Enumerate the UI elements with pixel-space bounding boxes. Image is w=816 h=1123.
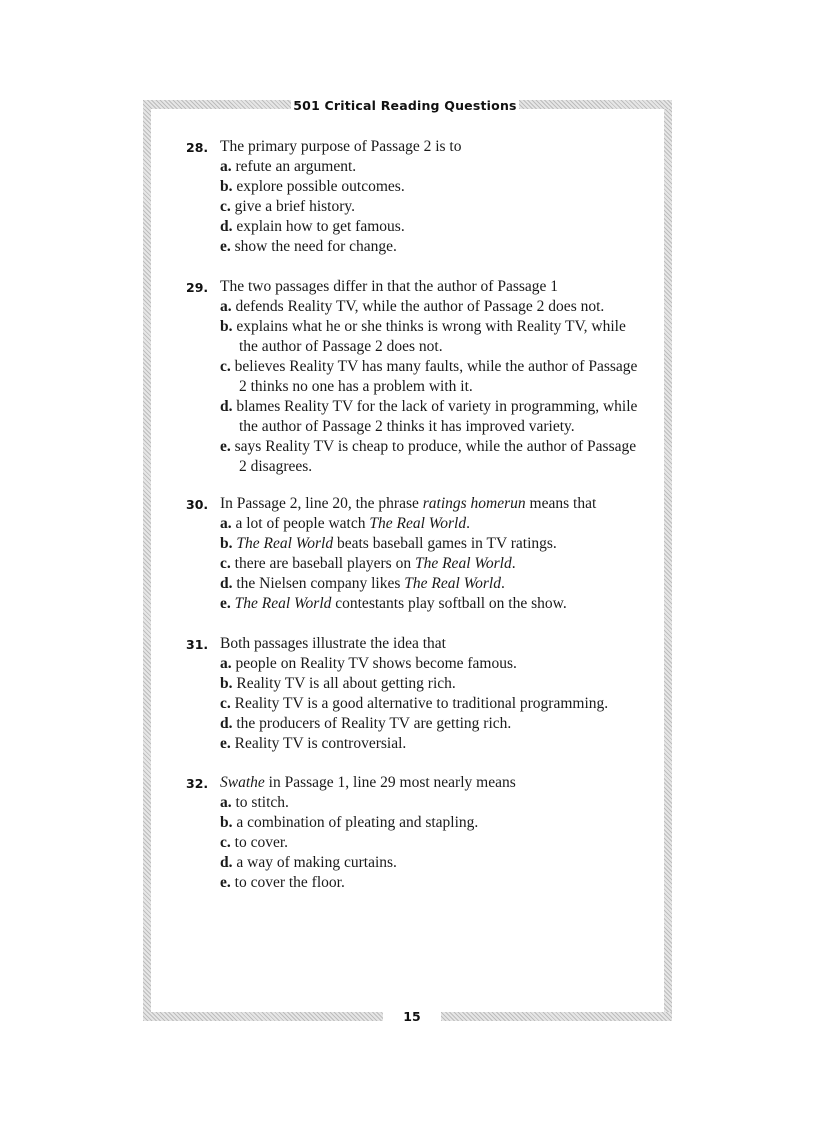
choice-text: believes Reality TV has many faults, while the author of Passage 2 thinks no one has a problem with it.: [234, 358, 638, 395]
choice-letter: b.: [220, 318, 233, 335]
answer-choice-b: [186, 534, 646, 554]
question-number: 28.: [186, 140, 209, 155]
page-frame-top-right: [519, 100, 672, 109]
answer-choice-d: [186, 397, 646, 437]
choice-text: [236, 535, 556, 552]
choice-letter: e.: [220, 238, 231, 255]
choice-text: give a brief history.: [234, 198, 356, 215]
answer-choice-c: [186, 357, 646, 397]
choice-text: to cover.: [234, 834, 289, 851]
question-stem-text: Both passages illustrate the idea that: [220, 635, 446, 652]
choice-letter: a.: [220, 158, 232, 175]
page-frame-left: [143, 100, 151, 1021]
question-stem: [186, 773, 646, 793]
choice-letter: d.: [220, 854, 233, 871]
choice-letter: b.: [220, 814, 233, 831]
answer-choice-b: [186, 177, 646, 197]
answer-choice-d: [186, 574, 646, 594]
choice-letter: a.: [220, 515, 232, 532]
question-number: 29.: [186, 280, 209, 295]
choice-letter: a.: [220, 794, 232, 811]
choice-letter: d.: [220, 715, 233, 732]
answer-choice-a: [186, 654, 646, 674]
choice-letter: a.: [220, 655, 232, 672]
question-stem-text: The two passages differ in that the author of Passage 1: [220, 278, 559, 295]
choice-title-italic: The Real World: [414, 555, 512, 572]
answer-choice-e: [186, 594, 646, 614]
choice-text: defends Reality TV, while the author of Passage 2 does not.: [235, 298, 605, 315]
choice-letter: d.: [220, 218, 233, 235]
choice-text: [235, 555, 516, 572]
question-32: [186, 773, 646, 893]
choice-text-post: beats baseball games in TV ratings.: [333, 535, 557, 552]
answer-choice-d: [186, 853, 646, 873]
choice-text-post: .: [500, 575, 505, 592]
choice-text: blames Reality TV for the lack of variety in programming, while the author of Passage 2 thinks it has improved variety.: [236, 398, 638, 435]
choice-letter: c.: [220, 834, 231, 851]
choice-text-post: contestants play softball on the show.: [331, 595, 567, 612]
answer-choice-c: [186, 694, 646, 714]
choice-text: explore possible outcomes.: [236, 178, 405, 195]
choice-text-pre: a lot of people watch: [235, 515, 370, 532]
answer-choice-a: [186, 297, 646, 317]
choice-text: refute an argument.: [235, 158, 357, 175]
choice-letter: e.: [220, 438, 231, 455]
choice-letter: b.: [220, 178, 233, 195]
stem-text-post: in Passage 1, line 29 most nearly means: [264, 774, 516, 791]
answer-choice-e: [186, 437, 646, 477]
stem-italic-word: Swathe: [220, 774, 265, 791]
choice-letter: c.: [220, 695, 231, 712]
choice-letter: e.: [220, 874, 231, 891]
choice-letter: a.: [220, 298, 232, 315]
choice-text: Reality TV is controversial.: [234, 735, 407, 752]
question-29: [186, 277, 646, 477]
choice-text-pre: there are baseball players on: [234, 555, 415, 572]
answer-choice-d: [186, 714, 646, 734]
choice-text-post: .: [466, 515, 470, 532]
choice-text: Reality TV is a good alternative to traditional programming.: [234, 695, 609, 712]
answer-choice-e: [186, 734, 646, 754]
choice-text: [236, 515, 470, 532]
question-stem: [186, 277, 646, 297]
choice-letter: e.: [220, 595, 231, 612]
stem-text-pre: In Passage 2, line 20, the phrase: [220, 495, 423, 512]
question-28: [186, 137, 646, 257]
choice-letter: c.: [220, 198, 231, 215]
answer-choice-b: [186, 674, 646, 694]
answer-choice-c: [186, 554, 646, 574]
choice-text: Reality TV is all about getting rich.: [236, 675, 456, 692]
answer-choice-c: [186, 197, 646, 217]
answer-choice-a: [186, 514, 646, 534]
answer-choice-b: [186, 317, 646, 357]
choice-letter: b.: [220, 535, 233, 552]
answer-choice-e: [186, 873, 646, 893]
choice-title-italic: The Real World: [404, 575, 501, 592]
choice-text: the producers of Reality TV are getting rich.: [236, 715, 512, 732]
answer-choice-a: [186, 793, 646, 813]
choice-letter: c.: [220, 555, 231, 572]
question-30: [186, 494, 646, 614]
choice-letter: b.: [220, 675, 233, 692]
page-frame-top-left: [143, 100, 291, 109]
choice-letter: d.: [220, 575, 233, 592]
choice-text: to stitch.: [235, 794, 289, 811]
choice-text-pre: the Nielsen company likes: [236, 575, 405, 592]
question-stem: [186, 137, 646, 157]
stem-italic-phrase: ratings homerun: [422, 495, 526, 512]
answer-choice-c: [186, 833, 646, 853]
page-number: 15: [403, 1009, 421, 1024]
question-number: 32.: [186, 776, 209, 791]
question-stem-text: [220, 495, 596, 512]
choice-text: [236, 575, 504, 592]
choice-text: show the need for change.: [234, 238, 397, 255]
question-31: [186, 634, 646, 754]
choice-text: to cover the floor.: [234, 874, 345, 891]
question-number: 30.: [186, 497, 209, 512]
page-frame-bottom-right: [441, 1012, 672, 1021]
choice-letter: d.: [220, 398, 233, 415]
choice-text: [235, 595, 567, 612]
question-stem-text: [220, 774, 516, 791]
question-stem-text: The primary purpose of Passage 2 is to: [220, 138, 462, 155]
choice-title-italic: The Real World: [369, 515, 467, 532]
page-frame-bottom-left: [143, 1012, 383, 1021]
choice-letter: e.: [220, 735, 231, 752]
choice-text: says Reality TV is cheap to produce, while the author of Passage 2 disagrees.: [234, 438, 637, 475]
choice-text-post: .: [511, 555, 516, 572]
page-frame-right: [664, 100, 672, 1021]
choice-text: people on Reality TV shows become famous.: [235, 655, 517, 672]
question-stem: [186, 634, 646, 654]
answer-choice-d: [186, 217, 646, 237]
answer-choice-b: [186, 813, 646, 833]
running-header-title: 501 Critical Reading Questions: [293, 98, 517, 113]
choice-text: a combination of pleating and stapling.: [236, 814, 479, 831]
choice-title-italic: The Real World: [236, 535, 334, 552]
choice-text: explains what he or she thinks is wrong with Reality TV, while the author of Passage 2 does not.: [236, 318, 626, 355]
choice-title-italic: The Real World: [234, 595, 332, 612]
choice-text: a way of making curtains.: [236, 854, 397, 871]
question-number: 31.: [186, 637, 209, 652]
stem-text-post: means that: [525, 495, 597, 512]
choice-letter: c.: [220, 358, 231, 375]
answer-choice-e: [186, 237, 646, 257]
answer-choice-a: [186, 157, 646, 177]
choice-text: explain how to get famous.: [236, 218, 405, 235]
question-stem: [186, 494, 646, 514]
